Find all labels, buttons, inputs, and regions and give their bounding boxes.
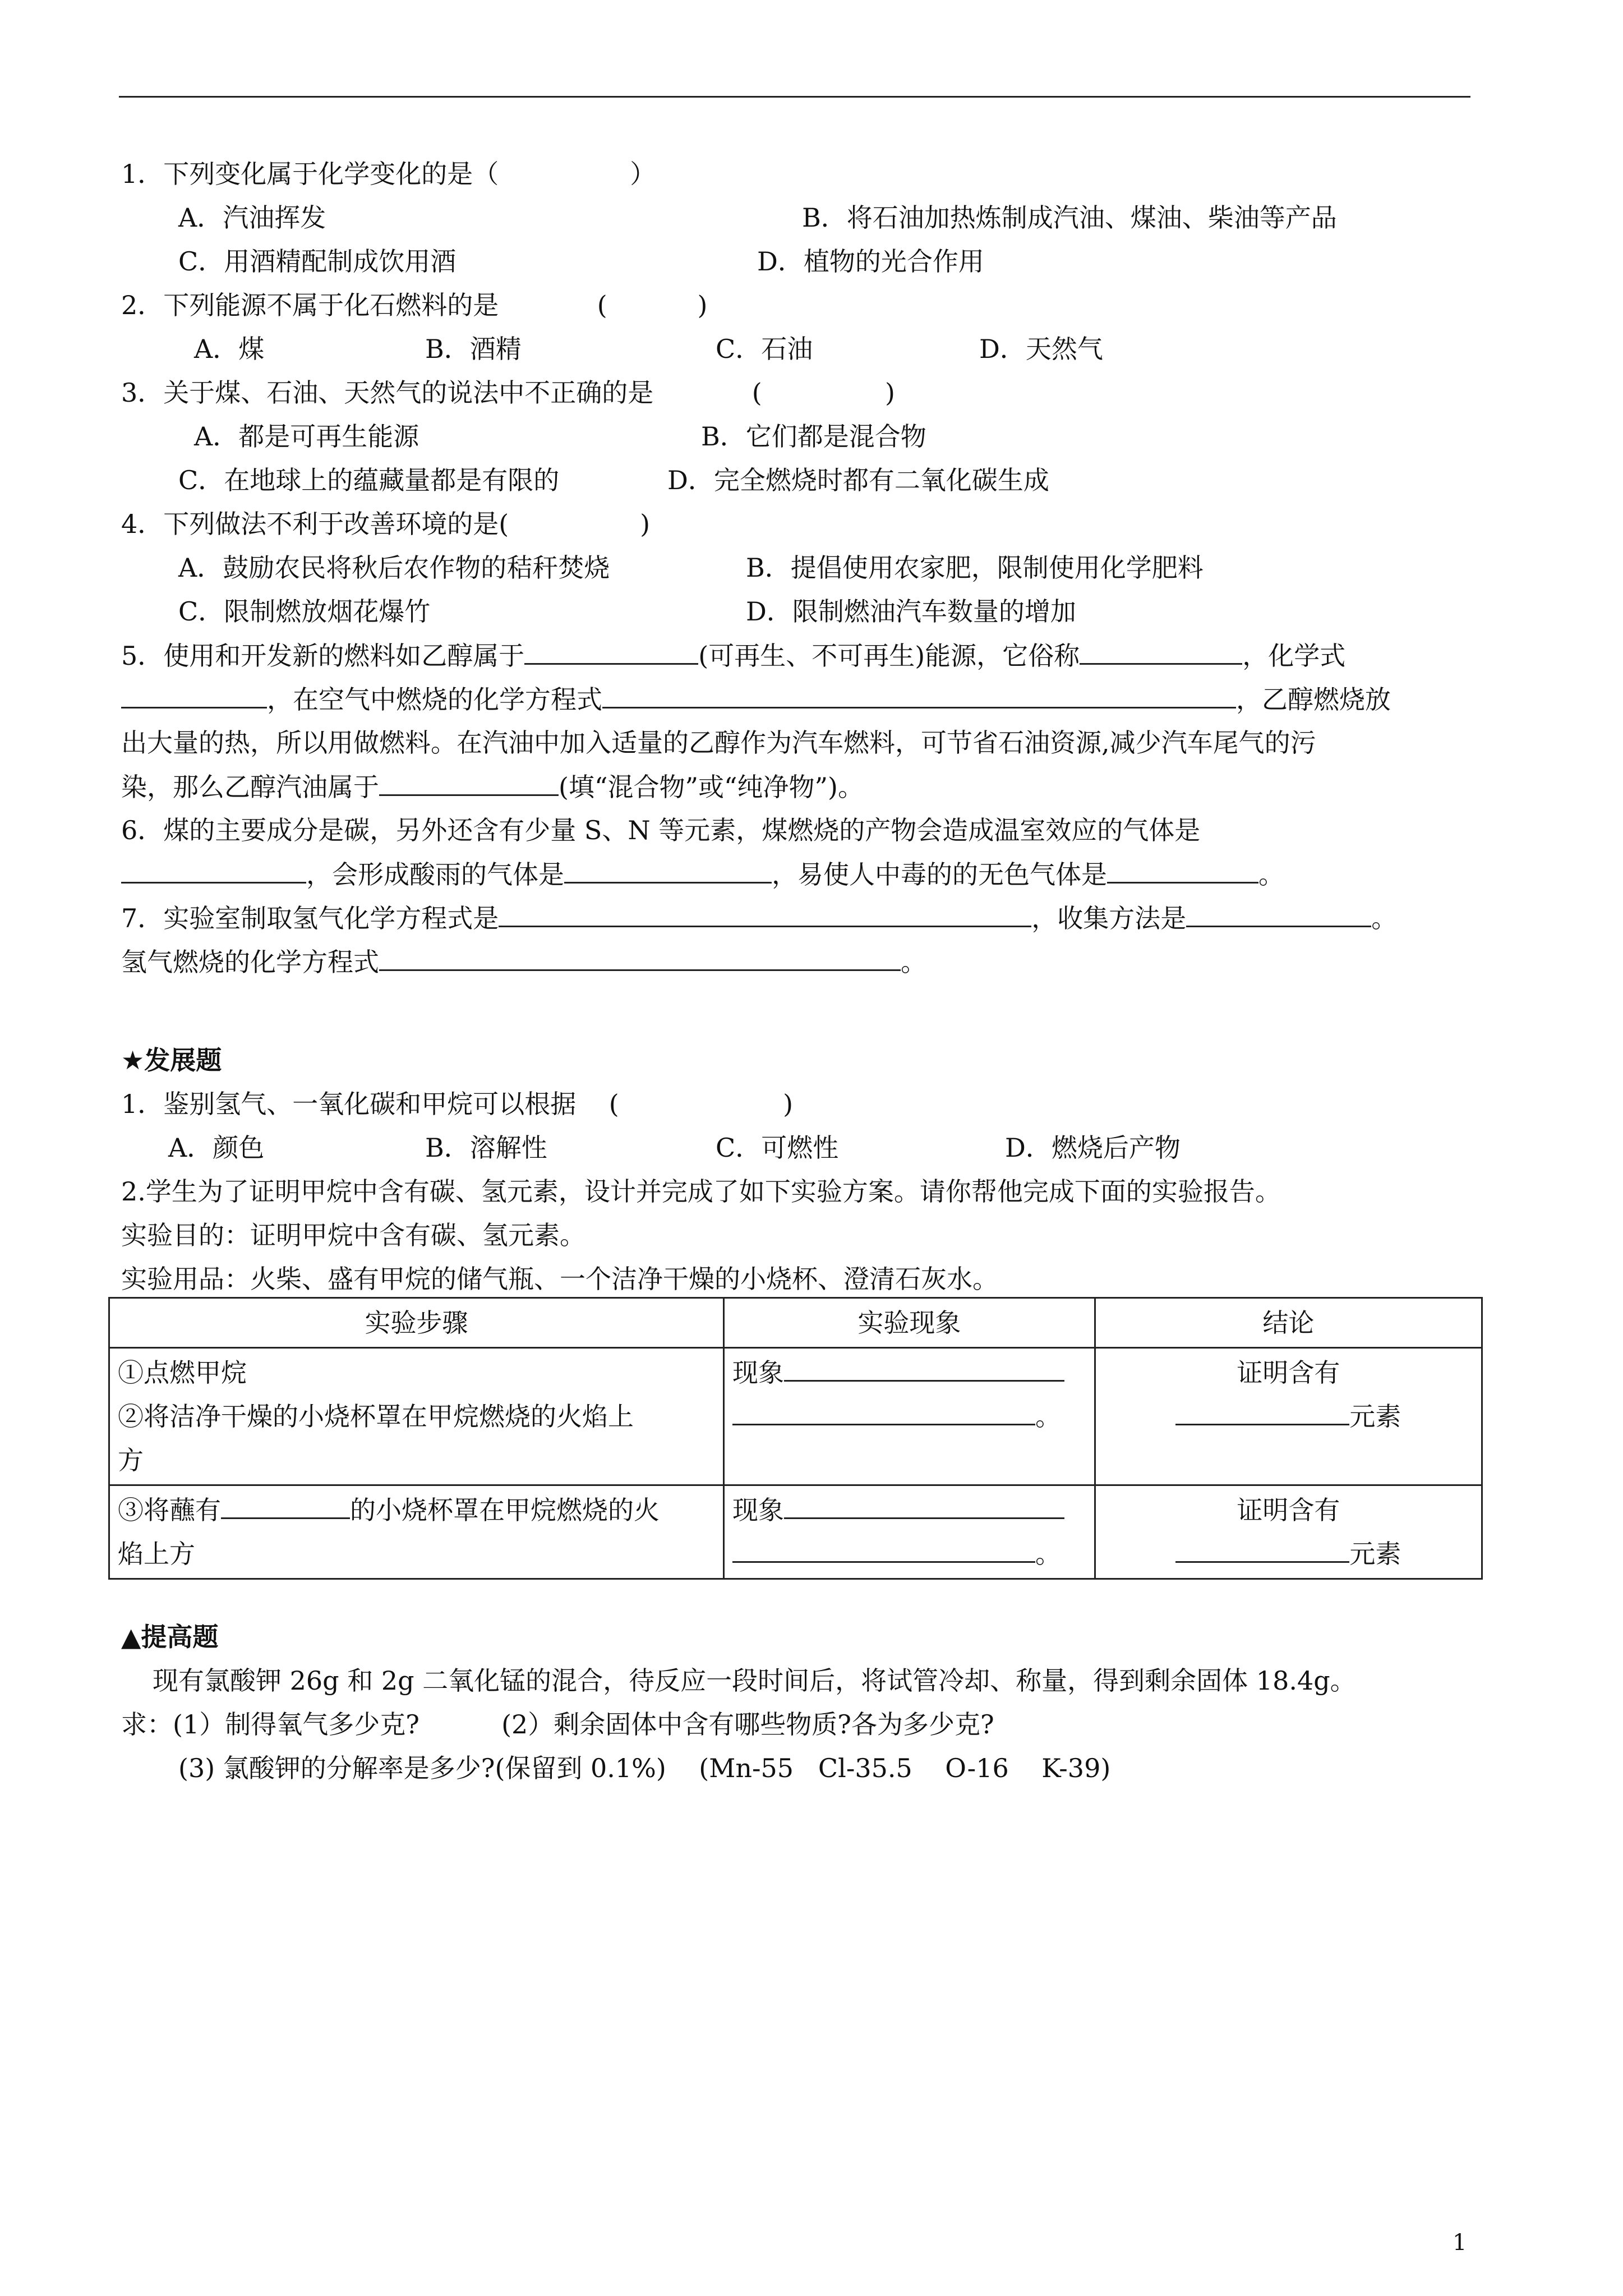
row1-phenomenon-end: 。 [1035,1401,1062,1432]
answer-blank-toxic-gas[interactable] [1107,857,1258,884]
row1-conclusion-end: 元素 [1349,1401,1401,1432]
dev-q1-option-c: C．可燃性 [716,1133,839,1163]
row2-phenomenon-label: 现象 [732,1495,785,1525]
q5-line-4 [121,770,864,804]
answer-blank-acid-rain-gas[interactable] [564,857,772,884]
row1-step-b: ②将洁净干燥的小烧杯罩在甲烷燃烧的火焰上 [118,1401,634,1432]
answer-blank-collection-method[interactable] [1186,901,1371,927]
header-rule [119,96,1470,98]
q5-line-1 [121,638,1345,673]
q1-stem: 1．下列变化属于化学变化的是（ ） [121,159,656,189]
q3-option-c: C．在地球上的蕴藏量都是有限的 [178,465,560,495]
q2-stem: 2．下列能源不属于化石燃料的是 ( ) [121,290,708,320]
dev-q2-materials: 实验用品：火柴、盛有甲烷的储气瓶、一个洁净干燥的小烧杯、澄清石灰水。 [121,1264,998,1294]
row2-steps [109,1485,724,1579]
row1-conclusion [1095,1348,1482,1485]
answer-blank-row2-phenomenon-a[interactable] [784,1493,1064,1519]
q4-stem: 4．下列做法不利于改善环境的是( ) [121,509,651,539]
answer-blank-hydrogen-equation[interactable] [499,901,1031,927]
answer-blank-equation[interactable] [602,682,1236,708]
section-heading-development: ★发展题 [121,1045,222,1075]
dev-q1-option-d: D．燃烧后产物 [1005,1133,1181,1163]
row1-phenomenon-label: 现象 [732,1358,785,1388]
q7-text-1a: 7．实验室制取氢气化学方程式是 [121,903,499,933]
q5-text-2b: ，乙醇燃烧放 [1236,684,1391,715]
q7-line-1 [121,901,1397,935]
dev-q2-purpose: 实验目的：证明甲烷中含有碳、氢元素。 [121,1220,585,1250]
answer-blank-renewable[interactable] [524,638,698,665]
row2-phenomenon-end: 。 [1035,1539,1062,1569]
q5-text-1c: ，化学式 [1242,641,1346,671]
q5-text-2a: ，在空气中燃烧的化学方程式 [267,684,602,715]
adv-line-2: 求：(1）制得氧气多少克? (2）剩余固体中含有哪些物质?各为多少克? [121,1709,994,1740]
row1-steps [109,1348,724,1485]
answer-blank-row2-reagent[interactable] [221,1493,350,1519]
q2-option-b: B．酒精 [425,334,522,364]
q2-option-c: C．石油 [716,334,813,364]
q1-option-b: B．将石油加热炼制成汽油、煤油、柴油等产品 [802,203,1337,233]
adv-line-1: 现有氯酸钾 26g 和 2g 二氧化锰的混合，待反应一段时间后，将试管冷却、称量，得到剩余固体 18.4g。 [153,1665,1356,1696]
row2-step-a: ③将蘸有 [118,1495,221,1525]
q2-option-d: D．天然气 [979,334,1103,364]
q1-option-c: C．用酒精配制成饮用酒 [178,246,457,277]
row2-conclusion [1095,1485,1482,1579]
answer-blank-combustion-equation[interactable] [379,945,901,971]
q6-text-2b: ，易使人中毒的的无色气体是 [772,859,1107,890]
dev-q1-option-b: B．溶解性 [425,1133,547,1163]
dev-q2-intro: 2.学生为了证明甲烷中含有碳、氢元素，设计并完成了如下实验方案。请你帮他完成下面的实验报告。 [121,1176,1281,1207]
answer-blank-mixture[interactable] [379,770,559,796]
q1-option-d: D．植物的光合作用 [757,246,984,277]
q4-option-b: B．提倡使用农家肥，限制使用化学肥料 [746,553,1204,583]
row1-step-a: ①点燃甲烷 [118,1358,247,1388]
dev-q1-option-a: A．颜色 [168,1133,265,1163]
answer-blank-formula[interactable] [121,682,267,708]
q2-option-a: A．煤 [194,334,265,364]
answer-blank-row2-element[interactable] [1175,1536,1349,1563]
q7-text-2b: 。 [901,947,926,977]
row2-step-b: 的小烧杯罩在甲烷燃烧的火 [350,1495,660,1525]
q7-line-2 [121,945,926,979]
q7-text-2a: 氢气燃烧的化学方程式 [121,947,379,977]
q5-line-2 [121,682,1391,716]
q5-line-3: 出大量的热，所以用做燃料。在汽油中加入适量的乙醇作为汽车燃料，可节省石油资源,减少汽车尾气的污 [121,728,1316,758]
q7-text-1b: ，收集方法是 [1031,903,1187,933]
q6-line-2 [121,857,1284,891]
row2-conclusion-label: 证明含有 [1237,1495,1340,1525]
answer-blank-row1-phenomenon-b[interactable] [732,1399,1035,1425]
row2-step-c: 焰上方 [118,1539,195,1569]
answer-blank-row1-element[interactable] [1175,1399,1349,1425]
dev-q1-stem: 1．鉴别氢气、一氧化碳和甲烷可以根据 ( ) [121,1089,794,1119]
q6-text-2c: 。 [1258,859,1284,890]
header-conclusion: 结论 [1095,1298,1482,1348]
q7-text-1c: 。 [1371,903,1398,933]
table-header-row [109,1298,1482,1348]
q5-text-1a: 5．使用和开发新的燃料如乙醇属于 [121,641,525,671]
answer-blank-greenhouse-gas[interactable] [121,857,306,884]
header-phenomenon: 实验现象 [724,1298,1095,1348]
answer-blank-row1-phenomenon-a[interactable] [784,1355,1064,1382]
q3-option-b: B．它们都是混合物 [701,421,926,452]
q1-option-a: A．汽油挥发 [178,203,326,233]
row2-conclusion-end: 元素 [1349,1539,1401,1569]
header-steps: 实验步骤 [109,1298,724,1348]
q4-option-d: D．限制燃油汽车数量的增加 [746,596,1076,627]
q5-text-4b: (填“混合物”或“纯净物”)。 [559,772,864,802]
q4-option-a: A．鼓励农民将秋后农作物的秸秆焚烧 [178,553,610,583]
row1-conclusion-label: 证明含有 [1237,1358,1340,1388]
section-heading-advanced: ▲提高题 [121,1622,219,1652]
q3-stem: 3．关于煤、石油、天然气的说法中不正确的是 ( ) [121,378,895,408]
q6-line-1: 6．煤的主要成分是碳，另外还含有少量 S、N 等元素，煤燃烧的产物会造成温室效应的气体是 [121,815,1201,845]
page-number: 1 [1453,2230,1467,2256]
adv-line-3: (3) 氯酸钾的分解率是多少?(保留到 0.1%) (Mn-55 Cl-35.5 O-16 K-39) [178,1753,1111,1783]
answer-blank-common-name[interactable] [1080,638,1242,665]
table-row [109,1348,1482,1485]
row2-phenomenon [724,1485,1095,1579]
answer-blank-row2-phenomenon-b[interactable] [732,1536,1035,1563]
q6-text-2a: ，会形成酸雨的气体是 [306,859,564,890]
q3-option-d: D．完全燃烧时都有二氧化碳生成 [667,465,1049,495]
table-row [109,1485,1482,1579]
q5-text-4a: 染，那么乙醇汽油属于 [121,772,379,802]
q4-option-c: C．限制燃放烟花爆竹 [178,596,431,627]
q3-option-a: A．都是可再生能源 [194,421,419,452]
row1-phenomenon [724,1348,1095,1485]
q5-text-1b: (可再生、不可再生)能源，它俗称 [698,641,1080,671]
experiment-report-table [108,1297,1483,1580]
row1-step-c: 方 [118,1445,144,1475]
